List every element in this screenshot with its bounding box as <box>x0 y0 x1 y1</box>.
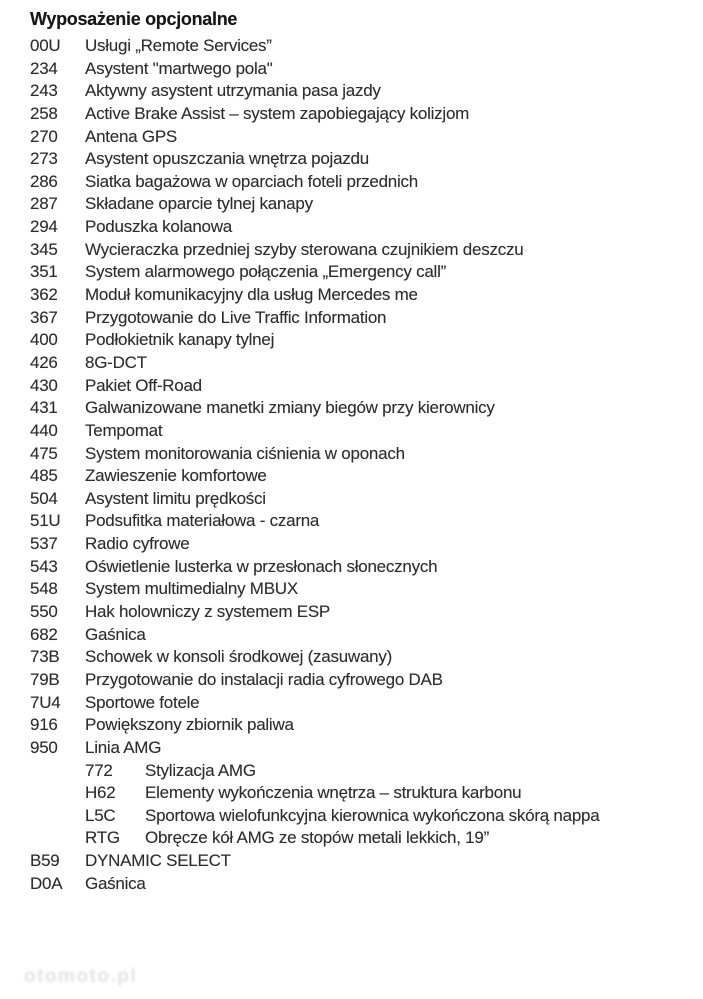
equipment-label: 8G-DCT <box>85 352 147 372</box>
equipment-label: Asystent "martwego pola" <box>85 58 273 78</box>
equipment-code: 79B <box>30 669 60 689</box>
equipment-code: 537 <box>30 534 58 554</box>
equipment-label: Poduszka kolanowa <box>85 217 232 237</box>
equipment-row <box>30 352 693 375</box>
equipment-row <box>30 669 693 692</box>
equipment-code: 362 <box>30 285 58 305</box>
equipment-row <box>30 692 693 715</box>
equipment-code: 234 <box>30 58 58 78</box>
equipment-code: D0A <box>30 873 63 893</box>
equipment-code: 772 <box>85 760 113 780</box>
equipment-code: 00U <box>30 36 61 55</box>
equipment-row <box>30 103 693 126</box>
equipment-code: 273 <box>30 149 58 169</box>
equipment-label: DYNAMIC SELECT <box>85 851 231 871</box>
equipment-row <box>30 556 693 579</box>
equipment-code: L5C <box>85 805 116 825</box>
equipment-row <box>30 510 693 533</box>
equipment-row <box>30 261 693 284</box>
equipment-code: 73B <box>30 647 60 667</box>
equipment-code: 367 <box>30 307 58 327</box>
equipment-code: 270 <box>30 126 58 146</box>
equipment-row <box>30 397 693 420</box>
equipment-row <box>30 737 693 760</box>
equipment-code: 7U4 <box>30 692 61 712</box>
equipment-code: 682 <box>30 624 58 644</box>
equipment-label: Asystent limitu prędkości <box>85 488 266 508</box>
equipment-code: 475 <box>30 443 58 463</box>
equipment-code: 916 <box>30 715 58 735</box>
equipment-label: Sportowe fotele <box>85 692 200 712</box>
equipment-row <box>30 80 693 103</box>
equipment-code: 431 <box>30 398 58 418</box>
equipment-label: Wycieraczka przedniej szyby sterowana czujnikiem deszczu <box>85 239 524 259</box>
equipment-label: Przygotowanie do Live Traffic Information <box>85 307 387 327</box>
equipment-row <box>30 171 693 194</box>
equipment-label: Radio cyfrowe <box>85 534 190 554</box>
equipment-row <box>30 420 693 443</box>
equipment-row <box>30 307 693 330</box>
equipment-row <box>30 646 693 669</box>
equipment-row <box>30 58 693 81</box>
equipment-row <box>30 239 693 262</box>
equipment-row <box>30 873 693 896</box>
equipment-row <box>30 578 693 601</box>
equipment-code: 548 <box>30 579 58 599</box>
equipment-label: Moduł komunikacyjny dla usług Mercedes me <box>85 285 418 305</box>
equipment-label: Aktywny asystent utrzymania pasa jazdy <box>85 81 381 101</box>
equipment-row <box>30 375 693 398</box>
equipment-row <box>30 760 693 783</box>
equipment-code: RTG <box>85 828 120 848</box>
equipment-row <box>30 35 693 58</box>
equipment-code: 258 <box>30 103 58 123</box>
equipment-row <box>30 533 693 556</box>
equipment-label: System multimedialny MBUX <box>85 579 298 599</box>
equipment-code: 286 <box>30 171 58 191</box>
equipment-label: Galwanizowane manetki zmiany biegów przy kierownicy <box>85 398 495 418</box>
equipment-row <box>30 329 693 352</box>
equipment-row <box>30 827 693 850</box>
equipment-row <box>30 782 693 805</box>
watermark: otomoto.pl <box>24 966 138 987</box>
equipment-label: Gaśnica <box>85 624 146 644</box>
equipment-code: 345 <box>30 239 58 259</box>
equipment-label: Active Brake Assist – system zapobiegający kolizjom <box>85 103 470 123</box>
equipment-code: 485 <box>30 466 58 486</box>
equipment-code: B59 <box>30 851 60 871</box>
equipment-code: 543 <box>30 556 58 576</box>
equipment-row <box>30 850 693 873</box>
equipment-label: Zawieszenie komfortowe <box>85 466 267 486</box>
equipment-label: Powiększony zbiornik paliwa <box>85 715 294 735</box>
equipment-code: 950 <box>30 737 58 757</box>
equipment-row <box>30 216 693 239</box>
equipment-code: 351 <box>30 262 58 282</box>
equipment-label: Stylizacja AMG <box>145 760 256 780</box>
equipment-code: 294 <box>30 217 58 237</box>
equipment-label: Oświetlenie lusterka w przesłonach słonecznych <box>85 556 438 576</box>
equipment-row <box>30 148 693 171</box>
equipment-code: 426 <box>30 352 58 372</box>
equipment-label: Sportowa wielofunkcyjna kierownica wykończona skórą nappa <box>145 805 600 825</box>
equipment-row <box>30 465 693 488</box>
equipment-list <box>30 35 693 895</box>
equipment-label: Tempomat <box>85 420 163 440</box>
equipment-label: Pakiet Off-Road <box>85 375 202 395</box>
equipment-row <box>30 714 693 737</box>
equipment-code: 430 <box>30 375 58 395</box>
equipment-code: 504 <box>30 488 58 508</box>
equipment-code: 400 <box>30 330 58 350</box>
equipment-label: Usługi „Remote Services” <box>85 36 272 55</box>
page-title: Wyposażenie opcjonalne <box>30 9 238 29</box>
equipment-row <box>30 805 693 828</box>
equipment-label: Hak holowniczy z systemem ESP <box>85 602 330 622</box>
equipment-label: Obręcze kół AMG ze stopów metali lekkich, 19” <box>145 828 489 848</box>
equipment-row <box>30 284 693 307</box>
equipment-row <box>30 193 693 216</box>
equipment-label: Linia AMG <box>85 737 162 757</box>
equipment-code: H62 <box>85 783 116 803</box>
equipment-row <box>30 601 693 624</box>
equipment-row <box>30 624 693 647</box>
equipment-code: 51U <box>30 511 61 531</box>
equipment-label: System monitorowania ciśnienia w oponach <box>85 443 405 463</box>
equipment-label: Schowek w konsoli środkowej (zasuwany) <box>85 647 393 667</box>
equipment-label: Podsufitka materiałowa - czarna <box>85 511 320 531</box>
equipment-code: 440 <box>30 420 58 440</box>
equipment-row <box>30 488 693 511</box>
equipment-code: 243 <box>30 81 58 101</box>
equipment-label: System alarmowego połączenia „Emergency call” <box>85 262 447 282</box>
equipment-label: Elementy wykończenia wnętrza – struktura karbonu <box>145 783 522 803</box>
equipment-row <box>30 126 693 149</box>
equipment-label: Przygotowanie do instalacji radia cyfrowego DAB <box>85 669 443 689</box>
equipment-row <box>30 443 693 466</box>
equipment-code: 550 <box>30 602 58 622</box>
equipment-label: Antena GPS <box>85 126 178 146</box>
equipment-label: Składane oparcie tylnej kanapy <box>85 194 313 214</box>
equipment-label: Gaśnica <box>85 873 146 893</box>
equipment-code: 287 <box>30 194 58 214</box>
equipment-label: Siatka bagażowa w oparciach foteli przednich <box>85 171 418 191</box>
equipment-label: Asystent opuszczania wnętrza pojazdu <box>85 149 369 169</box>
equipment-label: Podłokietnik kanapy tylnej <box>85 330 275 350</box>
